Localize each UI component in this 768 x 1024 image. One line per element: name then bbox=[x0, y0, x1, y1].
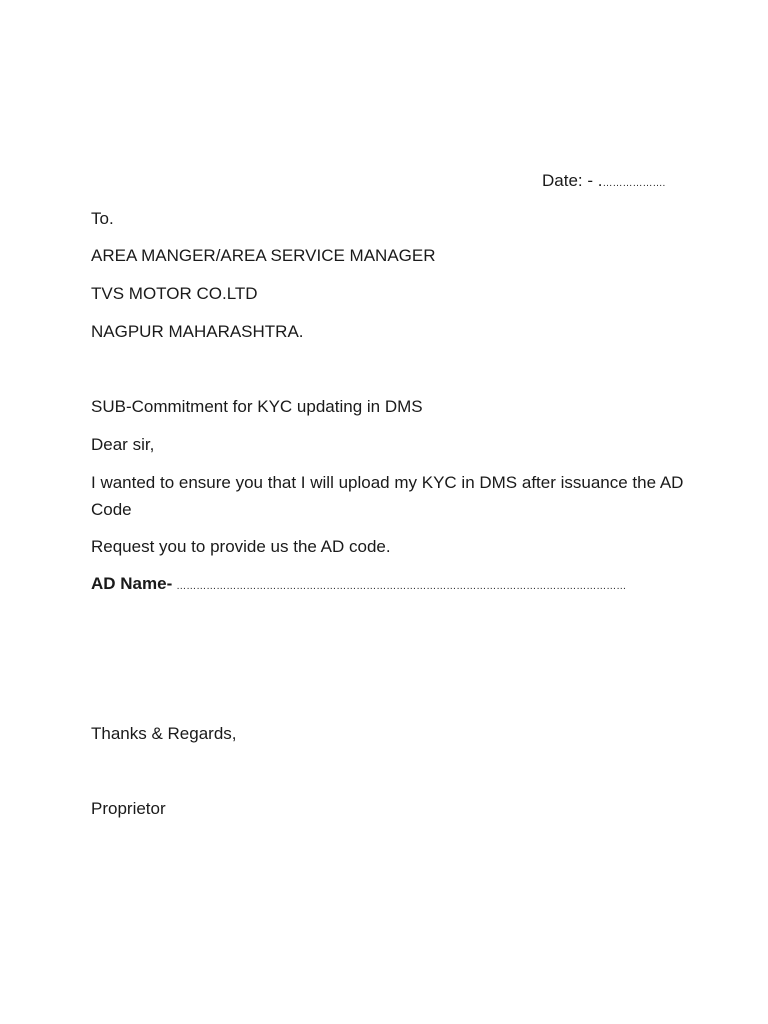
salutation: Dear sir, bbox=[91, 435, 155, 454]
subject-line: SUB-Commitment for KYC updating in DMS bbox=[91, 397, 423, 416]
ad-name-label: AD Name- bbox=[91, 574, 173, 593]
date-placeholder: ………………. bbox=[602, 178, 666, 189]
body-paragraph-2: Request you to provide us the AD code. bbox=[91, 537, 391, 556]
recipient-title: AREA MANGER/AREA SERVICE MANAGER bbox=[91, 246, 436, 265]
date-label: Date: - . bbox=[542, 171, 603, 190]
body-paragraph-1: I wanted to ensure you that I will upload my KYC in DMS after issuance the AD Code bbox=[91, 473, 684, 519]
to-line: To. bbox=[91, 209, 114, 228]
closing-line: Thanks & Regards, bbox=[91, 724, 237, 743]
signature-line: Proprietor bbox=[91, 799, 166, 818]
date-line bbox=[542, 168, 665, 197]
ad-name-placeholder: ……………………………………………………………………………………………………………………… bbox=[176, 581, 627, 592]
ad-name-line bbox=[91, 571, 626, 600]
company-name: TVS MOTOR CO.LTD bbox=[91, 284, 258, 303]
location-line: NAGPUR MAHARASHTRA. bbox=[91, 322, 304, 341]
